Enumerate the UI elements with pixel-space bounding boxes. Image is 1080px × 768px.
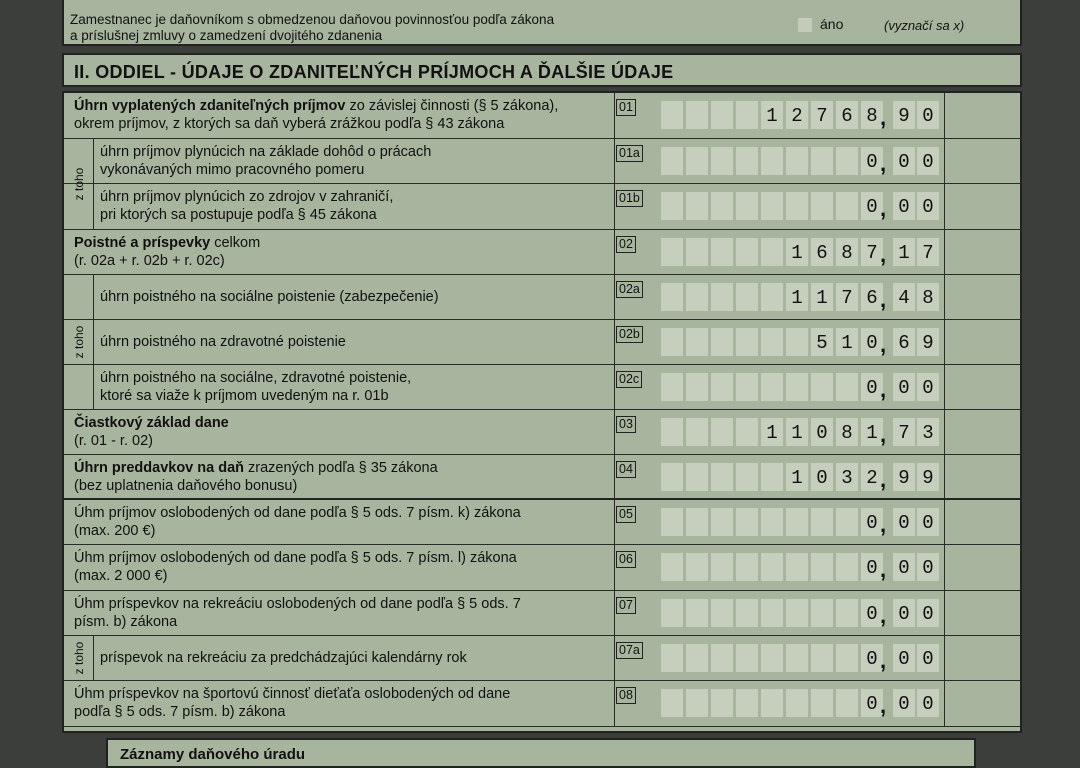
digit: 0: [866, 693, 878, 715]
tax-office-records: [106, 738, 976, 768]
digit-cell: [736, 418, 758, 446]
row-label-text: príspevok na rekreáciu za predchádzajúci kalendárny rok: [100, 650, 467, 666]
row-label-bold: Úhrn vyplatených zdaniteľných príjmov: [74, 98, 346, 114]
digit: 9: [898, 105, 910, 127]
digit-cell: [686, 463, 708, 491]
row-label-line2: okrem príjmov, z ktorých sa daň vyberá zrážkou podľa § 43 zákona: [74, 116, 505, 132]
row-07a: [64, 636, 1020, 681]
digit-cell: [661, 508, 683, 536]
digit: 7: [866, 242, 878, 264]
digit: 0: [898, 151, 910, 173]
amount-field[interactable]: [661, 463, 937, 493]
row-code: 08: [616, 687, 636, 704]
digit: 3: [841, 467, 853, 489]
digit: 0: [866, 332, 878, 354]
digit-cell: [686, 101, 708, 129]
row-code: 07: [616, 597, 636, 614]
digit-cell: [686, 508, 708, 536]
digit: 0: [898, 196, 910, 218]
row-code: 04: [616, 461, 636, 478]
row-label: [74, 595, 521, 631]
decimal-comma: ,: [880, 512, 887, 537]
z-toho-text: z toho: [71, 641, 86, 675]
digit: 9: [922, 332, 934, 354]
amount-field[interactable]: [661, 689, 937, 719]
section-header: [62, 53, 1022, 87]
digit-cell: [736, 689, 758, 717]
row-01a: [64, 139, 1020, 184]
row-label-text: úhrn poistného na sociálne, zdravotné poistenie,: [100, 370, 412, 386]
amount-field[interactable]: [661, 283, 937, 313]
digit: 7: [816, 105, 828, 127]
row-08: [64, 681, 1020, 727]
ano-label: áno: [820, 16, 844, 32]
digit-cell: [711, 373, 733, 401]
decimal-comma: ,: [880, 603, 887, 628]
digit: 6: [841, 105, 853, 127]
amount-field[interactable]: [661, 553, 937, 583]
decimal-comma: ,: [880, 377, 887, 402]
digit-cell: [686, 328, 708, 356]
digit-cell: [761, 147, 783, 175]
row-label-text: zo závislej činnosti (§ 5 zákona),: [345, 98, 559, 114]
amount-field[interactable]: [661, 373, 937, 403]
digit-cell: [811, 373, 833, 401]
digit-cell: [686, 553, 708, 581]
digit: 0: [898, 512, 910, 534]
digit-cell: [836, 553, 858, 581]
digit-cell: [711, 553, 733, 581]
digit-cell: [761, 328, 783, 356]
decimal-comma: ,: [880, 422, 887, 447]
decimal-comma: ,: [880, 196, 887, 221]
digit-cell: [686, 373, 708, 401]
row-label: [100, 188, 393, 224]
row-label-text: zrazených podľa § 35 zákona: [244, 460, 438, 476]
digit-cell: [761, 238, 783, 266]
digit: 1: [791, 467, 803, 489]
digit-cell: [661, 328, 683, 356]
amount-field[interactable]: [661, 101, 937, 131]
digit: 8: [922, 287, 934, 309]
digit-cell: [786, 328, 808, 356]
decimal-comma: ,: [880, 467, 887, 492]
digit-cell: [736, 373, 758, 401]
z-toho-label: [64, 139, 94, 229]
row-label-line2: (max. 200 €): [74, 523, 156, 539]
row-label: [100, 333, 346, 351]
row-label: [74, 414, 229, 450]
row-02b: [64, 320, 1020, 365]
row-label-line2: (bez uplatnenia daňového bonusu): [74, 478, 298, 494]
digit: 8: [841, 422, 853, 444]
row-label: [74, 234, 260, 270]
column-divider: [944, 93, 945, 727]
digit: 0: [898, 377, 910, 399]
row-label-text: celkom: [210, 235, 261, 251]
digit-cell: [836, 373, 858, 401]
row-label-bold: Úhrn preddavkov na daň: [74, 460, 245, 476]
digit-cell: [811, 644, 833, 672]
digit: 0: [922, 105, 934, 127]
digit-cell: [811, 599, 833, 627]
row-label-text: úhrn poistného na zdravotné poistenie: [100, 334, 346, 350]
digit-cell: [811, 553, 833, 581]
row-06: [64, 545, 1020, 591]
digit: 7: [841, 287, 853, 309]
digit: 3: [922, 422, 934, 444]
footer-title: Záznamy daňového úradu: [120, 746, 306, 763]
decimal-comma: ,: [880, 693, 887, 718]
z-toho-label: [64, 636, 94, 680]
row-label: [74, 459, 438, 495]
digit: 0: [816, 467, 828, 489]
digit-cell: [661, 101, 683, 129]
digit: 1: [816, 287, 828, 309]
amount-field[interactable]: [661, 238, 937, 268]
digit-cell: [711, 463, 733, 491]
digit-cell: [736, 508, 758, 536]
amount-field[interactable]: [661, 328, 937, 358]
digit-cell: [686, 599, 708, 627]
digit-cell: [786, 689, 808, 717]
row-label-line2: podľa § 5 ods. 7 písm. b) zákona: [74, 704, 286, 720]
digit-cell: [761, 508, 783, 536]
z-toho-label: [64, 275, 94, 409]
digit-cell: [661, 192, 683, 220]
digit-cell: [736, 328, 758, 356]
digit: 9: [898, 467, 910, 489]
digit: 1: [791, 287, 803, 309]
digit-cell: [711, 192, 733, 220]
z-toho-text: z toho: [71, 325, 86, 359]
digit: 4: [898, 287, 910, 309]
digit: 0: [816, 422, 828, 444]
decimal-comma: ,: [880, 105, 887, 130]
digit: 0: [922, 693, 934, 715]
digit-cell: [686, 689, 708, 717]
section-title: II. ODDIEL - ÚDAJE O ZDANITEĽNÝCH PRÍJMOCH A ĎALŠIE ÚDAJE: [74, 62, 674, 82]
row-label-text: Úhm príjmov oslobodených od dane podľa § 5 ods. 7 písm. l) zákona: [74, 550, 517, 566]
row-label: [100, 369, 411, 405]
row-code: 01b: [616, 190, 643, 207]
row-label-text: úhrn príjmov plynúcich na základe dohôd o prácach: [100, 144, 432, 160]
digit: 0: [898, 603, 910, 625]
digit-cell: [711, 599, 733, 627]
row-label-text: úhrn poistného na sociálne poistenie (zabezpečenie): [100, 289, 439, 305]
digit-cell: [761, 553, 783, 581]
digit-cell: [761, 283, 783, 311]
row-03: [64, 410, 1020, 455]
row-label: [100, 288, 439, 306]
digit: 1: [898, 242, 910, 264]
row-01: [64, 93, 1020, 139]
digit: 0: [922, 648, 934, 670]
digit: 6: [866, 287, 878, 309]
row-01b: [64, 184, 1020, 230]
digit-cell: [686, 192, 708, 220]
amount-field[interactable]: [661, 599, 937, 629]
digit-cell: [811, 192, 833, 220]
digit-cell: [736, 147, 758, 175]
digit-cell: [686, 238, 708, 266]
digit-cell: [836, 644, 858, 672]
digit-cell: [711, 283, 733, 311]
amount-field[interactable]: [661, 418, 937, 448]
row-code: 05: [616, 506, 636, 523]
amount-field[interactable]: [661, 192, 937, 222]
amount-field[interactable]: [661, 147, 937, 177]
digit-cell: [686, 147, 708, 175]
row-label-text: úhrn príjmov plynúcich zo zdrojov v zahraničí,: [100, 189, 394, 205]
ano-checkbox[interactable]: [798, 18, 812, 32]
digit-cell: [786, 147, 808, 175]
digit-cell: [786, 644, 808, 672]
row-label-line2: písm. b) zákona: [74, 614, 178, 630]
digit: 6: [816, 242, 828, 264]
decimal-comma: ,: [880, 648, 887, 673]
digit-cell: [661, 644, 683, 672]
digit: 0: [866, 648, 878, 670]
digit-cell: [761, 463, 783, 491]
digit: 0: [898, 557, 910, 579]
digit-cell: [811, 689, 833, 717]
digit-cell: [786, 553, 808, 581]
digit-cell: [661, 689, 683, 717]
digit-cell: [711, 147, 733, 175]
digit-cell: [661, 283, 683, 311]
row-02a: [64, 275, 1020, 320]
row-label-line2: pri ktorých sa postupuje podľa § 45 zákona: [100, 207, 377, 223]
row-label: [74, 504, 521, 540]
row-code: 01a: [616, 145, 643, 162]
digit: 0: [866, 377, 878, 399]
row-code: 07a: [616, 642, 643, 659]
digit-cell: [711, 238, 733, 266]
digit-cell: [761, 689, 783, 717]
decimal-comma: ,: [880, 151, 887, 176]
digit: 0: [866, 603, 878, 625]
row-label-line2: (r. 01 - r. 02): [74, 433, 153, 449]
row-02c: [64, 365, 1020, 410]
digit: 0: [898, 693, 910, 715]
digit: 0: [866, 557, 878, 579]
z-toho-text: z toho: [71, 167, 86, 201]
digit: 0: [866, 151, 878, 173]
digit: 0: [922, 603, 934, 625]
digit: 2: [866, 467, 878, 489]
digit-cell: [711, 328, 733, 356]
digit: 9: [922, 467, 934, 489]
digit-cell: [686, 644, 708, 672]
column-divider: [614, 93, 615, 727]
row-label: [100, 143, 431, 179]
digit-cell: [786, 599, 808, 627]
row-label: [74, 549, 517, 585]
row-05: [64, 500, 1020, 545]
hint-label: (vyznačí sa x): [884, 18, 965, 33]
digit: 0: [898, 648, 910, 670]
digit: 0: [922, 512, 934, 534]
digit-cell: [761, 644, 783, 672]
digit: 1: [766, 105, 778, 127]
digit: 0: [922, 557, 934, 579]
decimal-comma: ,: [880, 332, 887, 357]
digit: 0: [922, 377, 934, 399]
digit-cell: [736, 238, 758, 266]
row-label-bold: Poistné a príspevky: [74, 235, 211, 251]
row-label-line2: vykonávaných mimo pracovného pomeru: [100, 162, 365, 178]
digit-cell: [836, 192, 858, 220]
row-code: 01: [616, 99, 636, 116]
decimal-comma: ,: [880, 242, 887, 267]
row-code: 02: [616, 236, 636, 253]
digit-cell: [736, 101, 758, 129]
row-label: [74, 97, 558, 133]
digit-cell: [661, 418, 683, 446]
digit-cell: [836, 508, 858, 536]
row-label-line2: ktoré sa viaže k príjmom uvedeným na r. 01b: [100, 388, 389, 404]
digit: 0: [922, 151, 934, 173]
digit-cell: [661, 599, 683, 627]
digit: 0: [866, 512, 878, 534]
row-label-line2: (max. 2 000 €): [74, 568, 168, 584]
row-07: [64, 591, 1020, 636]
row-code: 02b: [616, 326, 643, 343]
digit-cell: [661, 238, 683, 266]
digit-cell: [811, 147, 833, 175]
digit-cell: [786, 508, 808, 536]
digit-cell: [661, 373, 683, 401]
digit-cell: [686, 283, 708, 311]
digit: 7: [922, 242, 934, 264]
row-code: 02c: [616, 371, 642, 388]
digit: 6: [898, 332, 910, 354]
row-label-text: Úhm príspevkov na rekreáciu oslobodených od dane podľa § 5 ods. 7: [74, 596, 521, 612]
digit: 2: [791, 105, 803, 127]
row-code: 03: [616, 416, 636, 433]
digit: 0: [922, 196, 934, 218]
digit-cell: [736, 463, 758, 491]
row-label: [74, 685, 510, 721]
digit-cell: [711, 101, 733, 129]
digit-cell: [736, 599, 758, 627]
row-label-bold: Čiastkový základ dane: [74, 415, 229, 431]
nonresident-label: Zamestnanec je daňovníkom s obmedzenou daňovou povinnosťou podľa zákona a príslušnej zmluvy o zamedzení dvojitého zdanenia: [70, 12, 555, 43]
digit-cell: [661, 147, 683, 175]
digit: 1: [766, 422, 778, 444]
nonresident-box: [62, 0, 1022, 46]
digit-cell: [811, 508, 833, 536]
digit-cell: [761, 192, 783, 220]
row-02: [64, 230, 1020, 275]
digit-cell: [786, 192, 808, 220]
digit-cell: [836, 689, 858, 717]
income-table: [62, 91, 1022, 733]
digit-cell: [686, 418, 708, 446]
row-code: 06: [616, 551, 636, 568]
digit-cell: [711, 644, 733, 672]
digit-cell: [711, 508, 733, 536]
decimal-comma: ,: [880, 287, 887, 312]
digit-cell: [661, 463, 683, 491]
digit: 5: [816, 332, 828, 354]
digit-cell: [836, 599, 858, 627]
row-label-line2: (r. 02a + r. 02b + r. 02c): [74, 253, 225, 269]
digit-cell: [736, 283, 758, 311]
digit-cell: [736, 644, 758, 672]
digit: 1: [866, 422, 878, 444]
amount-field[interactable]: [661, 508, 937, 538]
digit-cell: [711, 418, 733, 446]
row-label-text: Úhm príjmov oslobodených od dane podľa § 5 ods. 7 písm. k) zákona: [74, 505, 521, 521]
digit-cell: [761, 599, 783, 627]
digit: 8: [841, 242, 853, 264]
digit-cell: [711, 689, 733, 717]
digit: 0: [866, 196, 878, 218]
digit: 8: [866, 105, 878, 127]
row-code: 02a: [616, 281, 643, 298]
digit-cell: [661, 553, 683, 581]
digit: 1: [841, 332, 853, 354]
digit-cell: [836, 147, 858, 175]
row-label: [100, 649, 467, 667]
digit: 7: [898, 422, 910, 444]
digit: 1: [791, 422, 803, 444]
row-label-text: Úhm príspevkov na športovú činnosť dieťaťa oslobodených od dane: [74, 686, 511, 702]
digit: 1: [791, 242, 803, 264]
digit-cell: [736, 553, 758, 581]
row-04: [64, 455, 1020, 500]
digit-cell: [736, 192, 758, 220]
digit-cell: [786, 373, 808, 401]
amount-field[interactable]: [661, 644, 937, 674]
digit-cell: [761, 373, 783, 401]
decimal-comma: ,: [880, 557, 887, 582]
